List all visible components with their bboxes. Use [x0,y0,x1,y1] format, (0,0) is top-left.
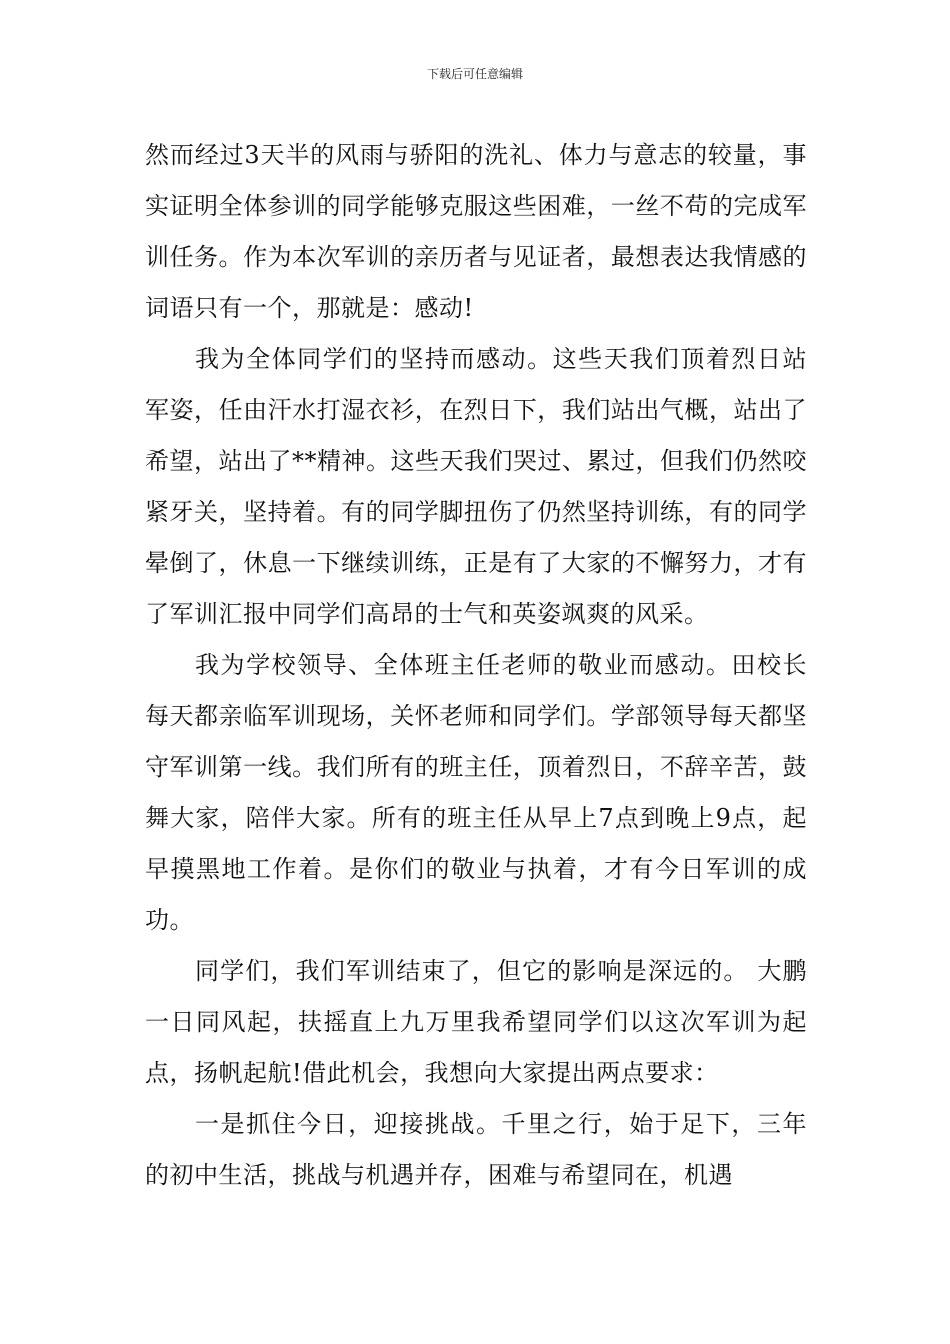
paragraph-1: 然而经过3天半的风雨与骄阳的洗礼、体力与意志的较量，事实证明全体参训的同学能够克服这些困难，一丝不苟的完成军训任务。作为本次军训的亲历者与见证者，最想表达我情感的词语只有一个，那就是：感动! [145,141,807,322]
paragraph-5: 一是抓住今日，迎接挑战。千里之行，始于足下，三年的初中生活，挑战与机遇并存，困难与希望同在，机遇 [145,1110,807,1189]
page-header: 下载后可任意编辑 [426,67,523,81]
paragraph-3: 我为学校领导、全体班主任老师的敬业而感动。田校长每天都亲临军训现场，关怀老师和同学们。学部领导每天都坚守军训第一线。我们所有的班主任，顶着烈日，不辞辛苦，鼓舞大家，陪伴大家。所有的班主任从早上7点到晚上9点，起早摸黑地工作着。是你们的敬业与执着，才有今日军训的成功。 [145,651,807,934]
document-body [145,130,807,1201]
paragraph-2: 我为全体同学们的坚持而感动。这些天我们顶着烈日站军姿，任由汗水打湿衣衫，在烈日下，我们站出气概，站出了希望，站出了**精神。这些天我们哭过、累过，但我们仍然咬紧牙关，坚持着。有的同学脚扭伤了仍然坚持训练，有的同学晕倒了，休息一下继续训练，正是有了大家的不懈努力，才有了军训汇报中同学们高昂的士气和英姿飒爽的风采。 [145,345,807,628]
paragraph-4: 同学们，我们军训结束了，但它的影响是深远的。 大鹏一日同风起，扶摇直上九万里我希望同学们以这次军训为起点，扬帆起航!借此机会，我想向大家提出两点要求： [145,957,807,1087]
